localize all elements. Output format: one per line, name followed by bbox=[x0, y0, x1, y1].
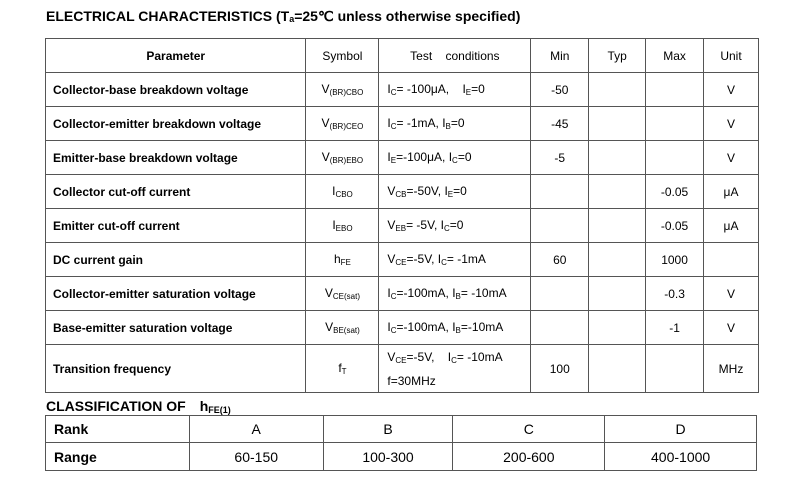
condition-text: I bbox=[387, 82, 391, 96]
symbol-cell bbox=[306, 209, 379, 243]
table-row bbox=[46, 73, 759, 107]
symbol-subscript: (BR)CBO bbox=[329, 88, 364, 97]
condition-subscript: CB bbox=[395, 190, 407, 199]
conditions-cell bbox=[379, 311, 531, 345]
conditions-cell bbox=[379, 141, 531, 175]
table-row bbox=[46, 345, 759, 393]
condition-text: = -1mA bbox=[446, 252, 486, 266]
max-cell: -0.3 bbox=[646, 277, 704, 311]
min-cell: -50 bbox=[531, 73, 589, 107]
typ-cell bbox=[589, 311, 646, 345]
condition-subscript: E bbox=[390, 156, 397, 165]
condition-text: = -5V, I bbox=[406, 218, 444, 232]
typ-cell bbox=[589, 243, 646, 277]
min-cell bbox=[531, 311, 589, 345]
condition-text: = -100μA, I bbox=[396, 82, 466, 96]
typ-cell bbox=[589, 175, 646, 209]
range-a: 60-150 bbox=[189, 443, 323, 471]
max-cell bbox=[646, 141, 704, 175]
symbol-main: f bbox=[338, 361, 342, 375]
condition-text: = -10mA bbox=[456, 349, 503, 364]
range-c: 200-600 bbox=[453, 443, 605, 471]
condition-text: =-5V, I bbox=[406, 349, 452, 364]
symbol-subscript: (BR)EBO bbox=[329, 156, 364, 165]
range-b: 100-300 bbox=[323, 443, 453, 471]
parameter-cell: DC current gain bbox=[46, 243, 306, 277]
condition-subscript: C bbox=[390, 122, 397, 131]
unit-cell: V bbox=[704, 107, 759, 141]
electrical-characteristics-table bbox=[45, 38, 759, 393]
table-row bbox=[46, 175, 759, 209]
symbol-main: V bbox=[321, 116, 330, 130]
unit-cell bbox=[704, 243, 759, 277]
parameter-cell: Transition frequency bbox=[46, 345, 306, 393]
condition-text: I bbox=[387, 320, 391, 334]
typ-cell bbox=[589, 345, 646, 393]
symbol-cell bbox=[306, 311, 379, 345]
electrical-characteristics-heading: ELECTRICAL CHARACTERISTICS (Ta=25℃ unless otherwise specified) bbox=[46, 8, 521, 24]
typ-cell bbox=[589, 107, 646, 141]
min-cell: 60 bbox=[531, 243, 589, 277]
symbol-cell bbox=[306, 277, 379, 311]
table-row bbox=[46, 277, 759, 311]
condition-subscript: CE bbox=[395, 258, 407, 267]
min-cell: 100 bbox=[531, 345, 589, 393]
header-min: Min bbox=[531, 39, 589, 73]
unit-cell: μA bbox=[704, 209, 759, 243]
parameter-cell: Emitter-base breakdown voltage bbox=[46, 141, 306, 175]
condition-subscript: C bbox=[441, 258, 447, 267]
symbol-cell bbox=[306, 107, 379, 141]
condition-text: =-100μA, I bbox=[396, 150, 453, 164]
conditions-cell bbox=[379, 175, 531, 209]
condition-subscript: C bbox=[451, 355, 457, 365]
rank-b: B bbox=[323, 416, 453, 443]
symbol-subscript: (BR)CEO bbox=[329, 122, 364, 131]
typ-cell bbox=[589, 209, 646, 243]
conditions-cell bbox=[379, 243, 531, 277]
unit-cell: V bbox=[704, 73, 759, 107]
condition-text: =-5V, I bbox=[406, 252, 442, 266]
header-unit: Unit bbox=[704, 39, 759, 73]
max-cell: -0.05 bbox=[646, 175, 704, 209]
condition-subscript: B bbox=[445, 122, 451, 131]
typ-cell bbox=[589, 141, 646, 175]
unit-cell: V bbox=[704, 141, 759, 175]
typ-cell bbox=[589, 277, 646, 311]
unit-cell: μA bbox=[704, 175, 759, 209]
rank-c: C bbox=[453, 416, 605, 443]
condition-text: V bbox=[387, 252, 396, 266]
symbol-main: V bbox=[325, 320, 334, 334]
condition-text: I bbox=[387, 116, 391, 130]
min-cell bbox=[531, 175, 589, 209]
condition-text: = -10mA bbox=[460, 286, 507, 300]
symbol-subscript: EBO bbox=[335, 224, 353, 233]
condition-text: =-100mA, I bbox=[396, 320, 456, 334]
max-cell bbox=[646, 73, 704, 107]
symbol-main: I bbox=[332, 184, 336, 198]
max-cell: -0.05 bbox=[646, 209, 704, 243]
condition-text: V bbox=[387, 184, 396, 198]
parameter-cell: Emitter cut-off current bbox=[46, 209, 306, 243]
condition-text: V bbox=[387, 218, 396, 232]
condition-subscript: B bbox=[455, 326, 461, 335]
parameter-cell: Collector-emitter saturation voltage bbox=[46, 277, 306, 311]
header-parameter: Parameter bbox=[46, 39, 306, 73]
condition-text: =0 bbox=[471, 82, 485, 96]
symbol-subscript: CE(sat) bbox=[332, 292, 360, 301]
max-cell bbox=[646, 345, 704, 393]
table-row bbox=[46, 141, 759, 175]
condition-text: V bbox=[387, 349, 396, 364]
condition-text: =0 bbox=[457, 150, 472, 164]
symbol-main: I bbox=[332, 218, 336, 232]
max-cell: 1000 bbox=[646, 243, 704, 277]
condition-text: = -1mA, I bbox=[396, 116, 446, 130]
min-cell bbox=[531, 277, 589, 311]
parameter-cell: Collector-emitter breakdown voltage bbox=[46, 107, 306, 141]
symbol-main: V bbox=[324, 286, 333, 300]
condition-subscript: E bbox=[465, 88, 472, 97]
condition-text: I bbox=[387, 150, 391, 164]
condition-subscript: CE bbox=[395, 355, 407, 365]
header-symbol: Symbol bbox=[306, 39, 379, 73]
condition-subscript: C bbox=[390, 326, 397, 335]
conditions-cell bbox=[379, 345, 531, 393]
parameter-cell: Collector-base breakdown voltage bbox=[46, 73, 306, 107]
symbol-subscript: BE(sat) bbox=[333, 326, 360, 335]
symbol-cell bbox=[306, 141, 379, 175]
conditions-cell bbox=[379, 209, 531, 243]
condition-subscript: EB bbox=[395, 224, 407, 233]
symbol-subscript: T bbox=[341, 367, 347, 376]
unit-cell: MHz bbox=[704, 345, 759, 393]
rank-d: D bbox=[605, 416, 757, 443]
condition-text: I bbox=[387, 286, 391, 300]
table-row bbox=[46, 107, 759, 141]
condition-subscript: C bbox=[390, 88, 397, 97]
rank-row bbox=[46, 416, 757, 443]
symbol-cell bbox=[306, 175, 379, 209]
condition-text: f=30MHz bbox=[387, 373, 436, 388]
min-cell bbox=[531, 209, 589, 243]
condition-subscript: C bbox=[390, 292, 397, 301]
symbol-cell bbox=[306, 73, 379, 107]
table-header-row bbox=[46, 39, 759, 73]
min-cell: -5 bbox=[531, 141, 589, 175]
unit-cell: V bbox=[704, 277, 759, 311]
parameter-cell: Collector cut-off current bbox=[46, 175, 306, 209]
unit-cell: V bbox=[704, 311, 759, 345]
symbol-main: V bbox=[321, 150, 330, 164]
classification-heading: CLASSIFICATION OF hFE(1) bbox=[46, 398, 231, 415]
range-row bbox=[46, 443, 757, 471]
symbol-main: h bbox=[333, 252, 341, 266]
header-max: Max bbox=[646, 39, 704, 73]
condition-subscript: C bbox=[444, 224, 450, 233]
condition-text: =0 bbox=[450, 116, 465, 130]
range-label: Range bbox=[46, 443, 190, 471]
header-test-conditions: Test conditions bbox=[379, 39, 531, 73]
condition-text: =0 bbox=[449, 218, 464, 232]
symbol-main: V bbox=[321, 82, 330, 96]
condition-text: =-100mA, I bbox=[396, 286, 456, 300]
rank-label: Rank bbox=[46, 416, 190, 443]
condition-text: =0 bbox=[453, 184, 467, 198]
header-typ: Typ bbox=[589, 39, 646, 73]
symbol-subscript: CBO bbox=[335, 190, 353, 199]
condition-subscript: C bbox=[452, 156, 458, 165]
condition-text: =-50V, I bbox=[406, 184, 448, 198]
conditions-cell bbox=[379, 107, 531, 141]
min-cell: -45 bbox=[531, 107, 589, 141]
condition-text: =-10mA bbox=[460, 320, 504, 334]
condition-subscript: E bbox=[447, 190, 454, 199]
table-row bbox=[46, 209, 759, 243]
rank-a: A bbox=[189, 416, 323, 443]
parameter-cell: Base-emitter saturation voltage bbox=[46, 311, 306, 345]
symbol-cell bbox=[306, 243, 379, 277]
classification-table bbox=[45, 415, 757, 471]
symbol-subscript: FE bbox=[340, 258, 351, 267]
range-d: 400-1000 bbox=[605, 443, 757, 471]
table-row bbox=[46, 311, 759, 345]
typ-cell bbox=[589, 73, 646, 107]
table-row bbox=[46, 243, 759, 277]
max-cell: -1 bbox=[646, 311, 704, 345]
max-cell bbox=[646, 107, 704, 141]
conditions-cell bbox=[379, 73, 531, 107]
conditions-cell bbox=[379, 277, 531, 311]
condition-subscript: B bbox=[455, 292, 461, 301]
symbol-cell bbox=[306, 345, 379, 393]
